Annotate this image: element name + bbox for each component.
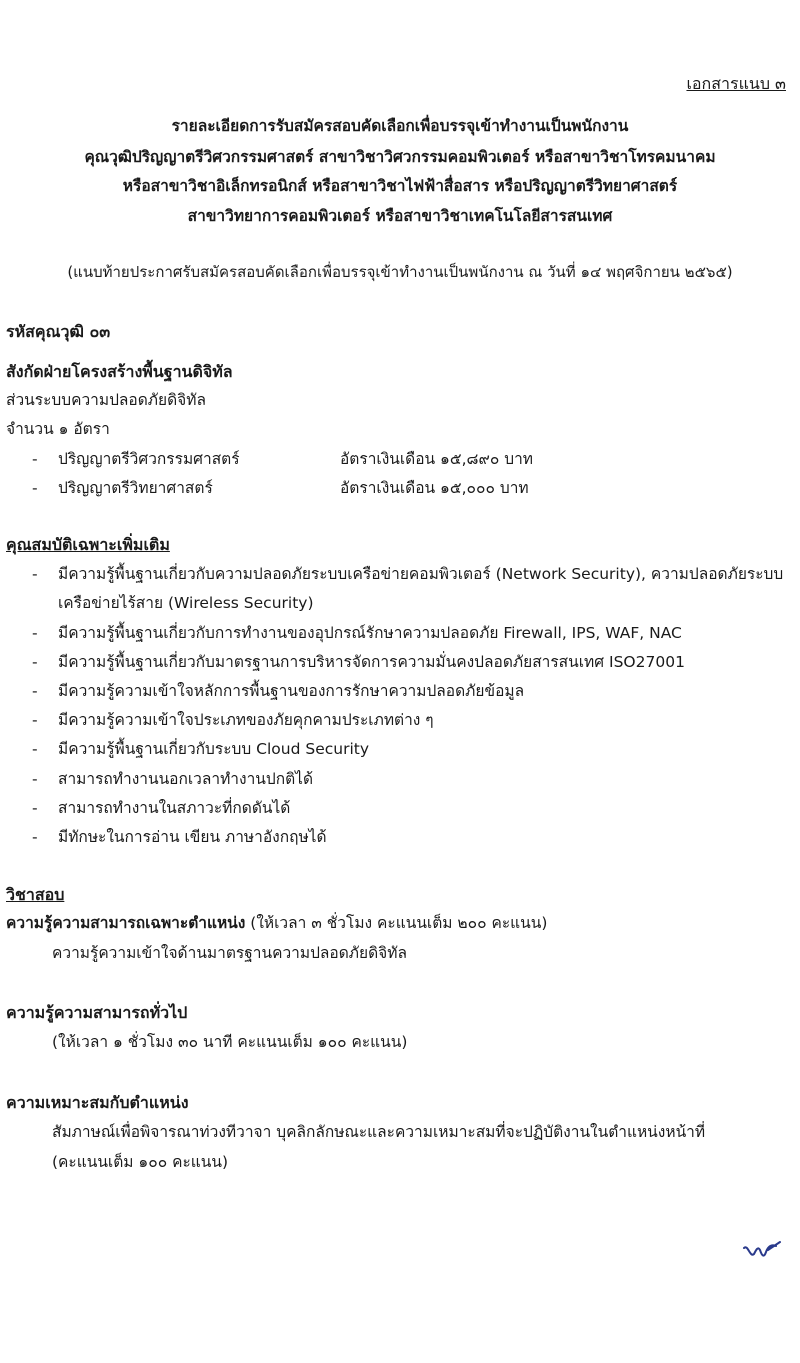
attachment-reference: เอกสารแนบ ๓ (686, 74, 786, 93)
section: ส่วนระบบความปลอดภัยดิจิทัล (6, 391, 206, 409)
exam-suitability-title: ความเหมาะสมกับตำแหน่ง (6, 1093, 189, 1112)
qual-dash: - (32, 653, 38, 671)
qual-item: มีความรู้ความเข้าใจประเภทของภัยคุกคามประเภทต่าง ๆ (58, 711, 434, 729)
exam-specific-note: (ให้เวลา ๓ ชั่วโมง คะแนนเต็ม ๒๐๐ คะแนน) (245, 914, 548, 932)
degree-salary: อัตราเงินเดือน ๑๕,๘๙๐ บาท (340, 450, 534, 468)
degree-name: ปริญญาตรีวิทยาศาสตร์ (58, 479, 213, 497)
exam-general-title: ความรู้ความสามารถทั่วไป (6, 1003, 188, 1022)
qual-dash: - (32, 565, 38, 583)
exam-specific (6, 914, 547, 933)
qual-item: สามารถทำงานนอกเวลาทำงานปกติได้ (58, 770, 314, 788)
qual-item: มีความรู้พื้นฐานเกี่ยวกับความปลอดภัยระบบเครือข่ายคอมพิวเตอร์ (Network Security), ความปลอดภัยระบบ (58, 565, 784, 583)
qualifications-heading: คุณสมบัติเฉพาะเพิ่มเติม (6, 535, 170, 554)
qual-item: มีความรู้ความเข้าใจหลักการพื้นฐานของการรักษาความปลอดภัยข้อมูล (58, 682, 525, 700)
exam-general-detail: (ให้เวลา ๑ ชั่วโมง ๓๐ นาที คะแนนเต็ม ๑๐๐ คะแนน) (52, 1033, 408, 1051)
degree-name: ปริญญาตรีวิศวกรรมศาสตร์ (58, 450, 240, 468)
title-line-2: คุณวุฒิปริญญาตรีวิศวกรรมศาสตร์ สาขาวิชาวิศวกรรมคอมพิวเตอร์ หรือสาขาวิชาโทรคมนาคม (84, 148, 716, 166)
qual-dash: - (32, 740, 38, 758)
degree-dash: - (32, 479, 38, 497)
qual-dash: - (32, 682, 38, 700)
exam-specific-title: ความรู้ความสามารถเฉพาะตำแหน่ง (6, 914, 246, 932)
qual-dash: - (32, 828, 38, 846)
title-line-3: หรือสาขาวิชาอิเล็กทรอนิกส์ หรือสาขาวิชาไฟฟ้าสื่อสาร หรือปริญญาตรีวิทยาศาสตร์ (122, 177, 678, 195)
qual-item: สามารถทำงานในสภาวะที่กดดันได้ (58, 799, 291, 817)
degree-dash: - (32, 450, 38, 468)
qual-item: มีความรู้พื้นฐานเกี่ยวกับมาตรฐานการบริหารจัดการความมั่นคงปลอดภัยสารสนเทศ ISO27001 (58, 653, 685, 671)
qual-item: มีความรู้พื้นฐานเกี่ยวกับระบบ Cloud Security (58, 740, 369, 758)
title-line-4: สาขาวิทยาการคอมพิวเตอร์ หรือสาขาวิชาเทคโนโลยีสารสนเทศ (187, 207, 613, 225)
title-line-1: รายละเอียดการรับสมัครสอบคัดเลือกเพื่อบรรจุเข้าทำงานเป็นพนักงาน (171, 117, 629, 135)
qual-dash: - (32, 624, 38, 642)
exam-suitability-detail: สัมภาษณ์เพื่อพิจารณาท่วงทีวาจา บุคลิกลักษณะและความเหมาะสมที่จะปฏิบัติงานในตำแหน่งหน้าที่ (52, 1123, 706, 1141)
exam-heading: วิชาสอบ (6, 885, 65, 904)
qual-item: มีทักษะในการอ่าน เขียน ภาษาอังกฤษได้ (58, 828, 327, 846)
qual-item-continuation: เครือข่ายไร้สาย (Wireless Security) (58, 594, 314, 612)
qual-dash: - (32, 770, 38, 788)
exam-specific-detail: ความรู้ความเข้าใจด้านมาตรฐานความปลอดภัยดิจิทัล (52, 944, 407, 962)
qual-item: มีความรู้พื้นฐานเกี่ยวกับการทำงานของอุปกรณ์รักษาความปลอดภัย Firewall, IPS, WAF, NAC (58, 624, 682, 642)
degree-salary: อัตราเงินเดือน ๑๕,๐๐๐ บาท (340, 479, 529, 497)
qual-dash: - (32, 799, 38, 817)
department: สังกัดฝ่ายโครงสร้างพื้นฐานดิจิทัล (6, 362, 233, 381)
position-count: จำนวน ๑ อัตรา (6, 420, 110, 438)
qualification-code: รหัสคุณวุฒิ ๐๓ (6, 322, 111, 341)
qual-dash: - (32, 711, 38, 729)
subtitle: (แนบท้ายประกาศรับสมัครสอบคัดเลือกเพื่อบรรจุเข้าทำงานเป็นพนักงาน ณ วันที่ ๑๔ พฤศจิกายน ๒๕๖๕) (67, 263, 733, 281)
exam-suitability-score: (คะแนนเต็ม ๑๐๐ คะแนน) (52, 1153, 229, 1171)
handwritten-initials (742, 1240, 782, 1264)
